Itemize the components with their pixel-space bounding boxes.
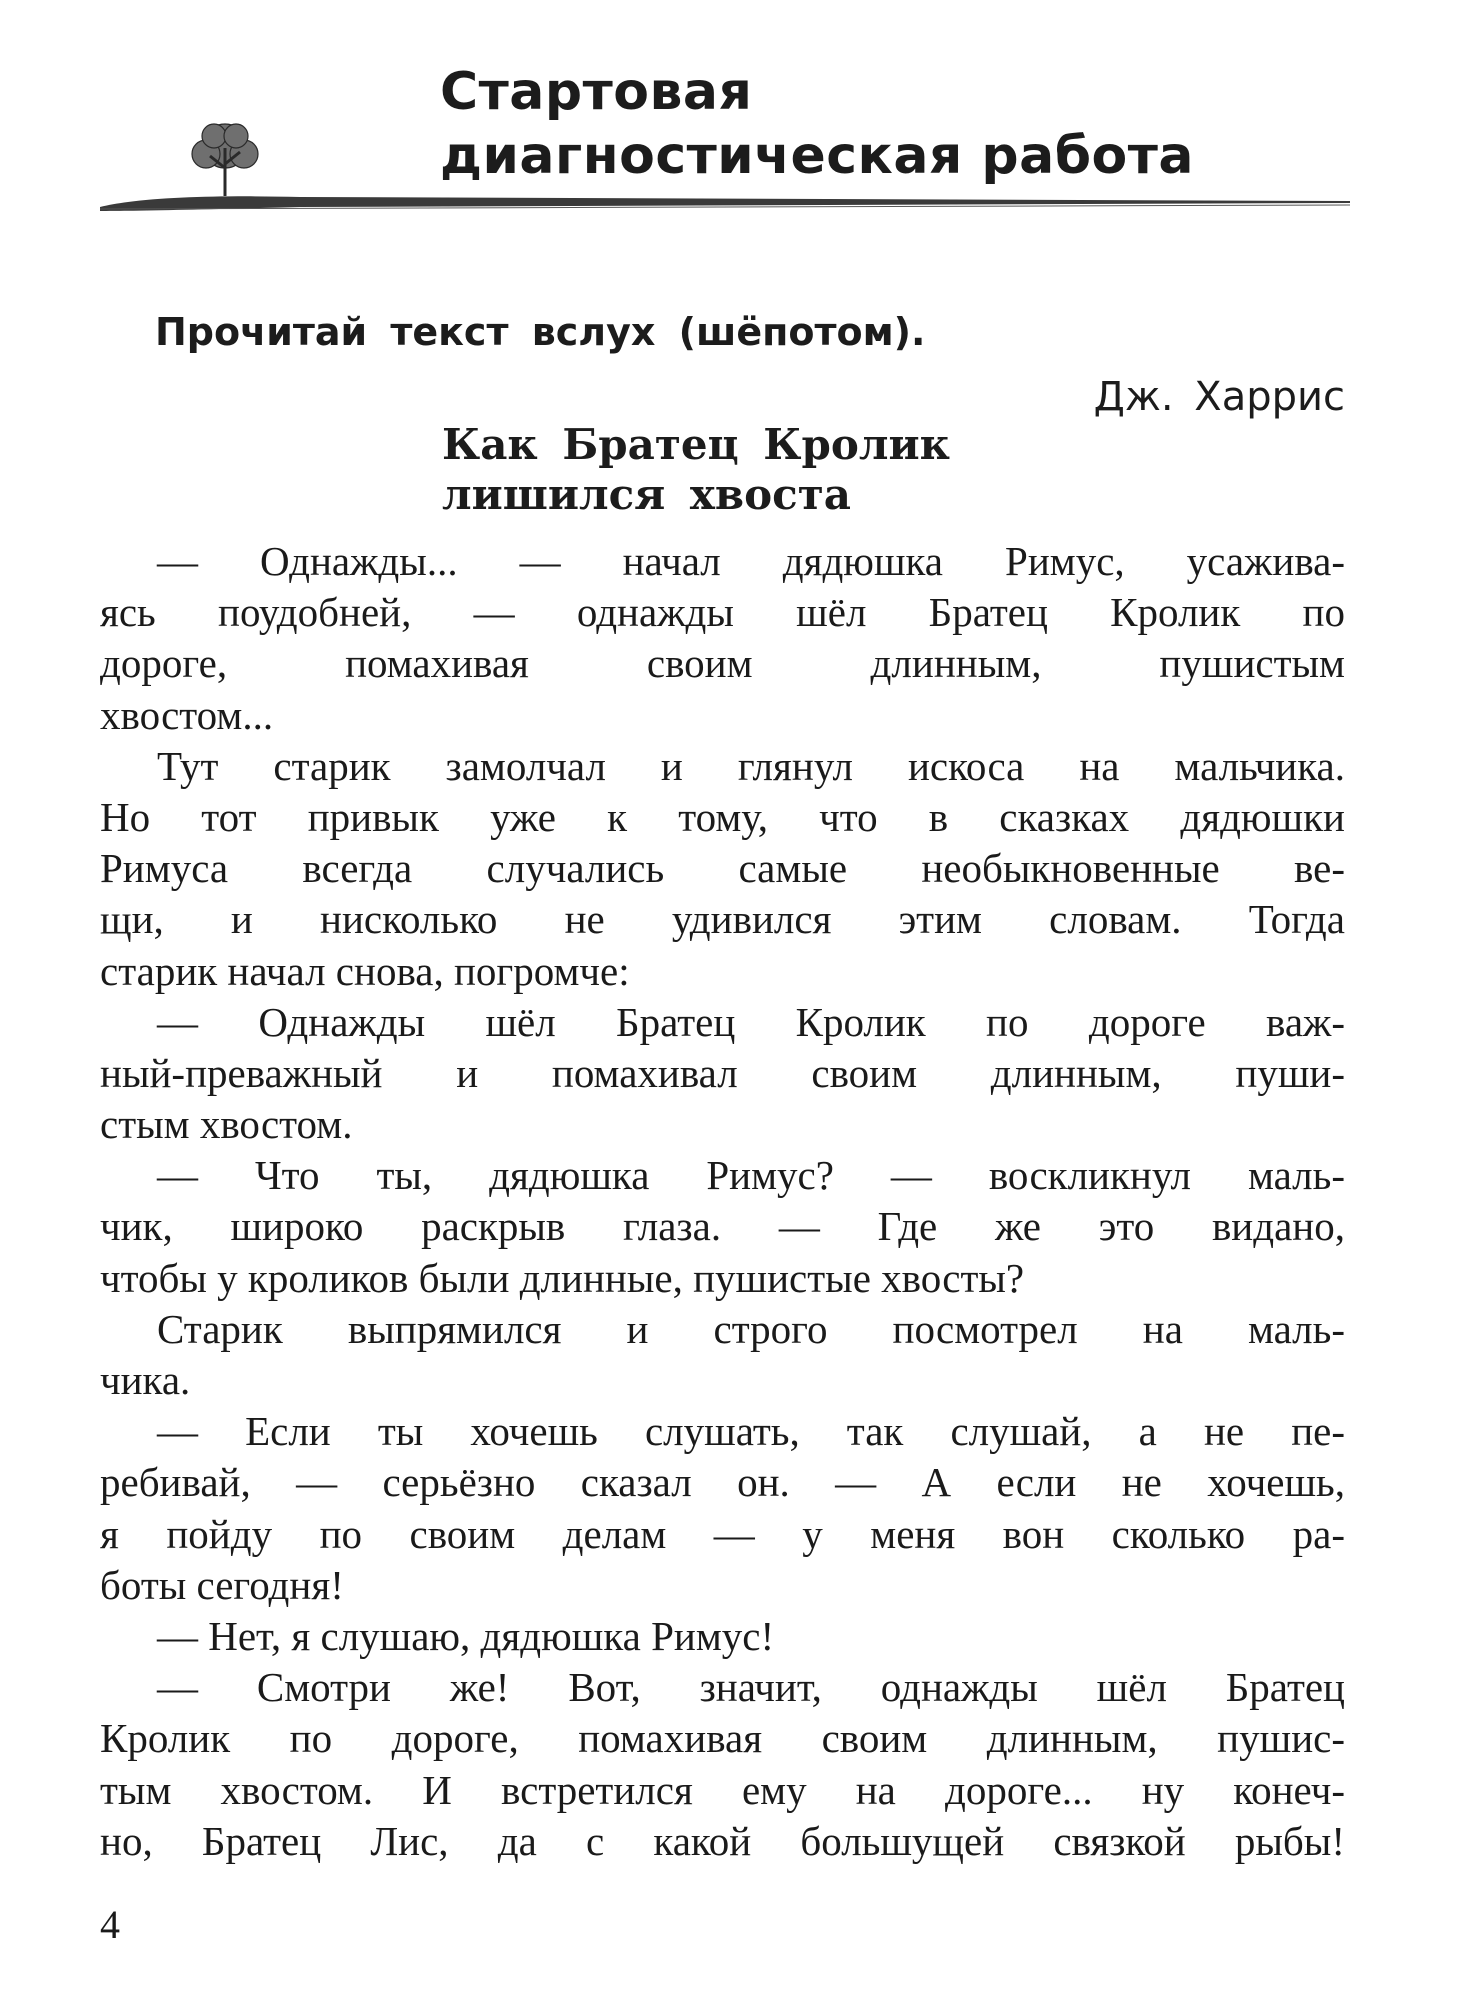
text-line: но, Братец Лис, да с какой большущей связкой рыбы! bbox=[100, 1817, 1345, 1864]
text-line: ясь поудобней, — однажды шёл Братец Кролик по bbox=[100, 589, 1345, 636]
text-line: Старик выпрямился и строго посмотрел на маль- bbox=[157, 1305, 1345, 1352]
story-title-line1: Как Братец Кролик bbox=[442, 420, 950, 469]
text-line: хвостом... bbox=[100, 691, 274, 738]
text-line: чтобы у кроликов были длинные, пушистые хвосты? bbox=[100, 1254, 1025, 1301]
text-line: я пойду по своим делам — у меня вон сколько ра- bbox=[100, 1510, 1345, 1557]
text-line: боты сегодня! bbox=[100, 1561, 344, 1608]
text-line: — Смотри же! Вот, значит, однажды шёл Братец bbox=[157, 1664, 1345, 1711]
text-line: — Что ты, дядюшка Римус? — воскликнул маль- bbox=[157, 1152, 1345, 1199]
text-line: щи, и нисколько не удивился этим словам. Тогда bbox=[100, 896, 1345, 943]
page-title-line2: диагностическая работа bbox=[440, 126, 1194, 186]
text-line: старик начал снова, погромче: bbox=[100, 947, 630, 994]
text-line: — Однажды шёл Братец Кролик по дороге важ- bbox=[157, 998, 1345, 1045]
text-line: — Если ты хочешь слушать, так слушай, а не пе- bbox=[157, 1408, 1345, 1455]
page-number: 4 bbox=[100, 1902, 120, 1947]
task-instruction: Прочитай текст вслух (шёпотом). bbox=[155, 310, 926, 354]
text-line: Кролик по дороге, помахивая своим длинным, пушис- bbox=[100, 1715, 1345, 1762]
text-line: чик, широко раскрыв глаза. — Где же это видано, bbox=[100, 1203, 1345, 1250]
page-title bbox=[440, 60, 1400, 188]
text-line: стым хвостом. bbox=[100, 1101, 353, 1148]
text-line: дороге, помахивая своим длинным, пушистым bbox=[100, 640, 1345, 687]
text-line: — Однажды... — начал дядюшка Римус, усажива- bbox=[157, 538, 1345, 584]
text-line: Римуса всегда случались самые необыкновенные ве- bbox=[100, 845, 1345, 892]
text-line: — Нет, я слушаю, дядюшка Римус! bbox=[157, 1612, 775, 1659]
text-line: Но тот привык уже к тому, что в сказках дядюшки bbox=[100, 793, 1345, 840]
text-line: Тут старик замолчал и глянул искоса на мальчика. bbox=[157, 742, 1345, 789]
text-line: тым хвостом. И встретился ему на дороге... ну конеч- bbox=[100, 1766, 1345, 1813]
header-rule bbox=[100, 185, 1350, 215]
author-name: Дж. Харрис bbox=[1093, 374, 1345, 420]
text-line: чика. bbox=[100, 1357, 191, 1403]
page-title-line1: Стартовая bbox=[440, 62, 753, 122]
text-line: ребивай, — серьёзно сказал он. — А если не хочешь, bbox=[100, 1459, 1345, 1506]
text-line: ный-преважный и помахивал своим длинным, пуши- bbox=[100, 1049, 1345, 1096]
story-body bbox=[100, 536, 1345, 1867]
story-title-line2: лишился хвоста bbox=[442, 470, 851, 519]
story-title bbox=[442, 420, 950, 520]
